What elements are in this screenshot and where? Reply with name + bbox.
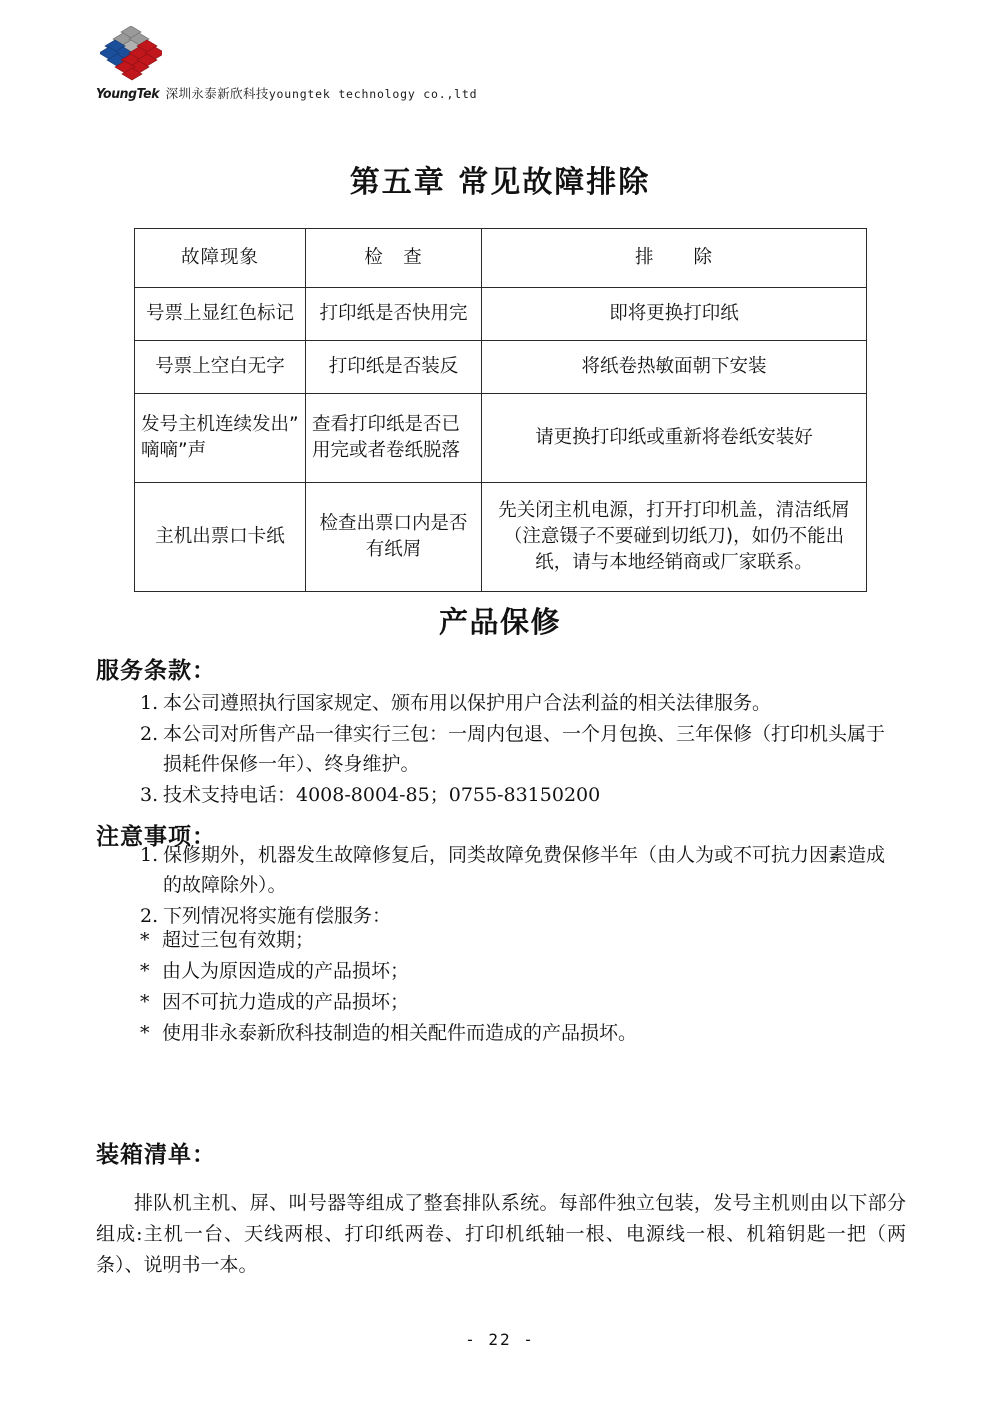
list-item <box>140 780 900 810</box>
brand-wordmark <box>96 84 477 102</box>
asterisk-bullet-icon: * <box>140 991 150 1014</box>
cell-fix: 将纸卷热敏面朝下安装 <box>482 341 867 394</box>
list-item-text: 由人为原因造成的产品损坏； <box>162 960 410 983</box>
list-item-number: 3. <box>140 784 159 807</box>
table-row <box>135 341 867 394</box>
table-row <box>135 394 867 483</box>
cell-symptom: 号票上显红色标记 <box>135 288 306 341</box>
document-header <box>96 24 576 110</box>
fault-troubleshooting-table <box>134 228 867 592</box>
notice-list <box>140 840 900 932</box>
page-number-footer: - 22 - <box>465 1330 535 1349</box>
list-item-number: 1. <box>140 844 159 866</box>
list-item <box>140 956 900 987</box>
list-item <box>140 840 900 900</box>
cell-check: 打印纸是否快用完 <box>306 288 482 341</box>
list-item-text: 因不可抗力造成的产品损坏； <box>162 991 410 1014</box>
packing-list-paragraph: 排队机主机、屏、叫号器等组成了整套排队系统。每部件独立包装，发号主机则由以下部分组成:主机一台、天线两根、打印纸两卷、打印机纸轴一根、电源线一根、机箱钥匙一把（两条）、说明书一本。 <box>96 1192 906 1276</box>
warranty-section-title: 产品保修 <box>438 605 561 639</box>
cell-check: 检查出票口内是否有纸屑 <box>306 483 482 592</box>
list-item <box>140 925 900 956</box>
list-item <box>140 1018 900 1049</box>
list-item <box>140 719 900 779</box>
cell-symptom: 号票上空白无字 <box>135 341 306 394</box>
asterisk-bullet-icon: * <box>140 1022 150 1045</box>
asterisk-bullet-icon: * <box>140 929 150 951</box>
service-terms-heading: 服务条款： <box>96 658 216 684</box>
list-item <box>140 987 900 1018</box>
asterisk-bullet-icon: * <box>140 960 150 983</box>
list-item-number: 1. <box>140 692 159 714</box>
chapter-title: 第五章 常见故障排除 <box>349 165 651 200</box>
table-row <box>135 288 867 341</box>
list-item-text: 下列情况将实施有偿服务： <box>163 905 392 928</box>
service-terms-list <box>140 688 900 811</box>
packing-list-heading: 装箱清单： <box>96 1142 216 1168</box>
column-header-fix: 排 除 <box>482 229 867 288</box>
list-item <box>140 688 900 718</box>
cell-symptom: 发号主机连续发出”嘀嘀”声 <box>135 394 306 483</box>
list-item-text: 保修期外，机器发生故障修复后，同类故障免费保修半年（由人为或不可抗力因素造成的故障除外）。 <box>163 844 886 897</box>
brand-chinese-name: 深圳永泰新欣科技 <box>165 86 269 101</box>
cell-check: 打印纸是否装反 <box>306 341 482 394</box>
cell-symptom: 主机出票口卡纸 <box>135 483 306 592</box>
list-item-text: 本公司对所售产品一律实行三包：一周内包退、一个月包换、三年保修（打印机头属于损耗件保修一年）、终身维护。 <box>163 723 886 776</box>
cell-fix: 先关闭主机电源，打开打印机盖，清洁纸屑（注意镊子不要碰到切纸刀)，如仍不能出纸，请与本地经销商或厂家联系。 <box>482 483 867 592</box>
brand-tagline: youngtek technology co.,ltd <box>268 87 478 101</box>
brand-latin-name: YoungTek <box>96 86 160 102</box>
list-item-text: 使用非永泰新欣科技制造的相关配件而造成的产品损坏。 <box>162 1022 638 1045</box>
cell-fix: 请更换打印纸或重新将卷纸安装好 <box>482 394 867 483</box>
list-item-number: 2. <box>140 905 159 928</box>
column-header-check: 检 查 <box>306 229 482 288</box>
paid-service-conditions-list <box>140 925 900 1050</box>
cell-fix: 即将更换打印纸 <box>482 288 867 341</box>
table-header-row <box>135 229 867 288</box>
table-row <box>135 483 867 592</box>
list-item-text: 技术支持电话：4008-8004-85；0755-83150200 <box>163 784 601 807</box>
list-item-number: 2. <box>140 723 159 746</box>
list-item-text: 本公司遵照执行国家规定、颁布用以保护用户合法利益的相关法律服务。 <box>163 692 772 714</box>
notice-heading: 注意事项： <box>96 824 216 850</box>
youngtek-diamond-logo-icon <box>100 26 162 82</box>
list-item-text: 超过三包有效期； <box>162 929 315 951</box>
column-header-symptom: 故障现象 <box>135 229 306 288</box>
cell-check: 查看打印纸是否已用完或者卷纸脱落 <box>306 394 482 483</box>
